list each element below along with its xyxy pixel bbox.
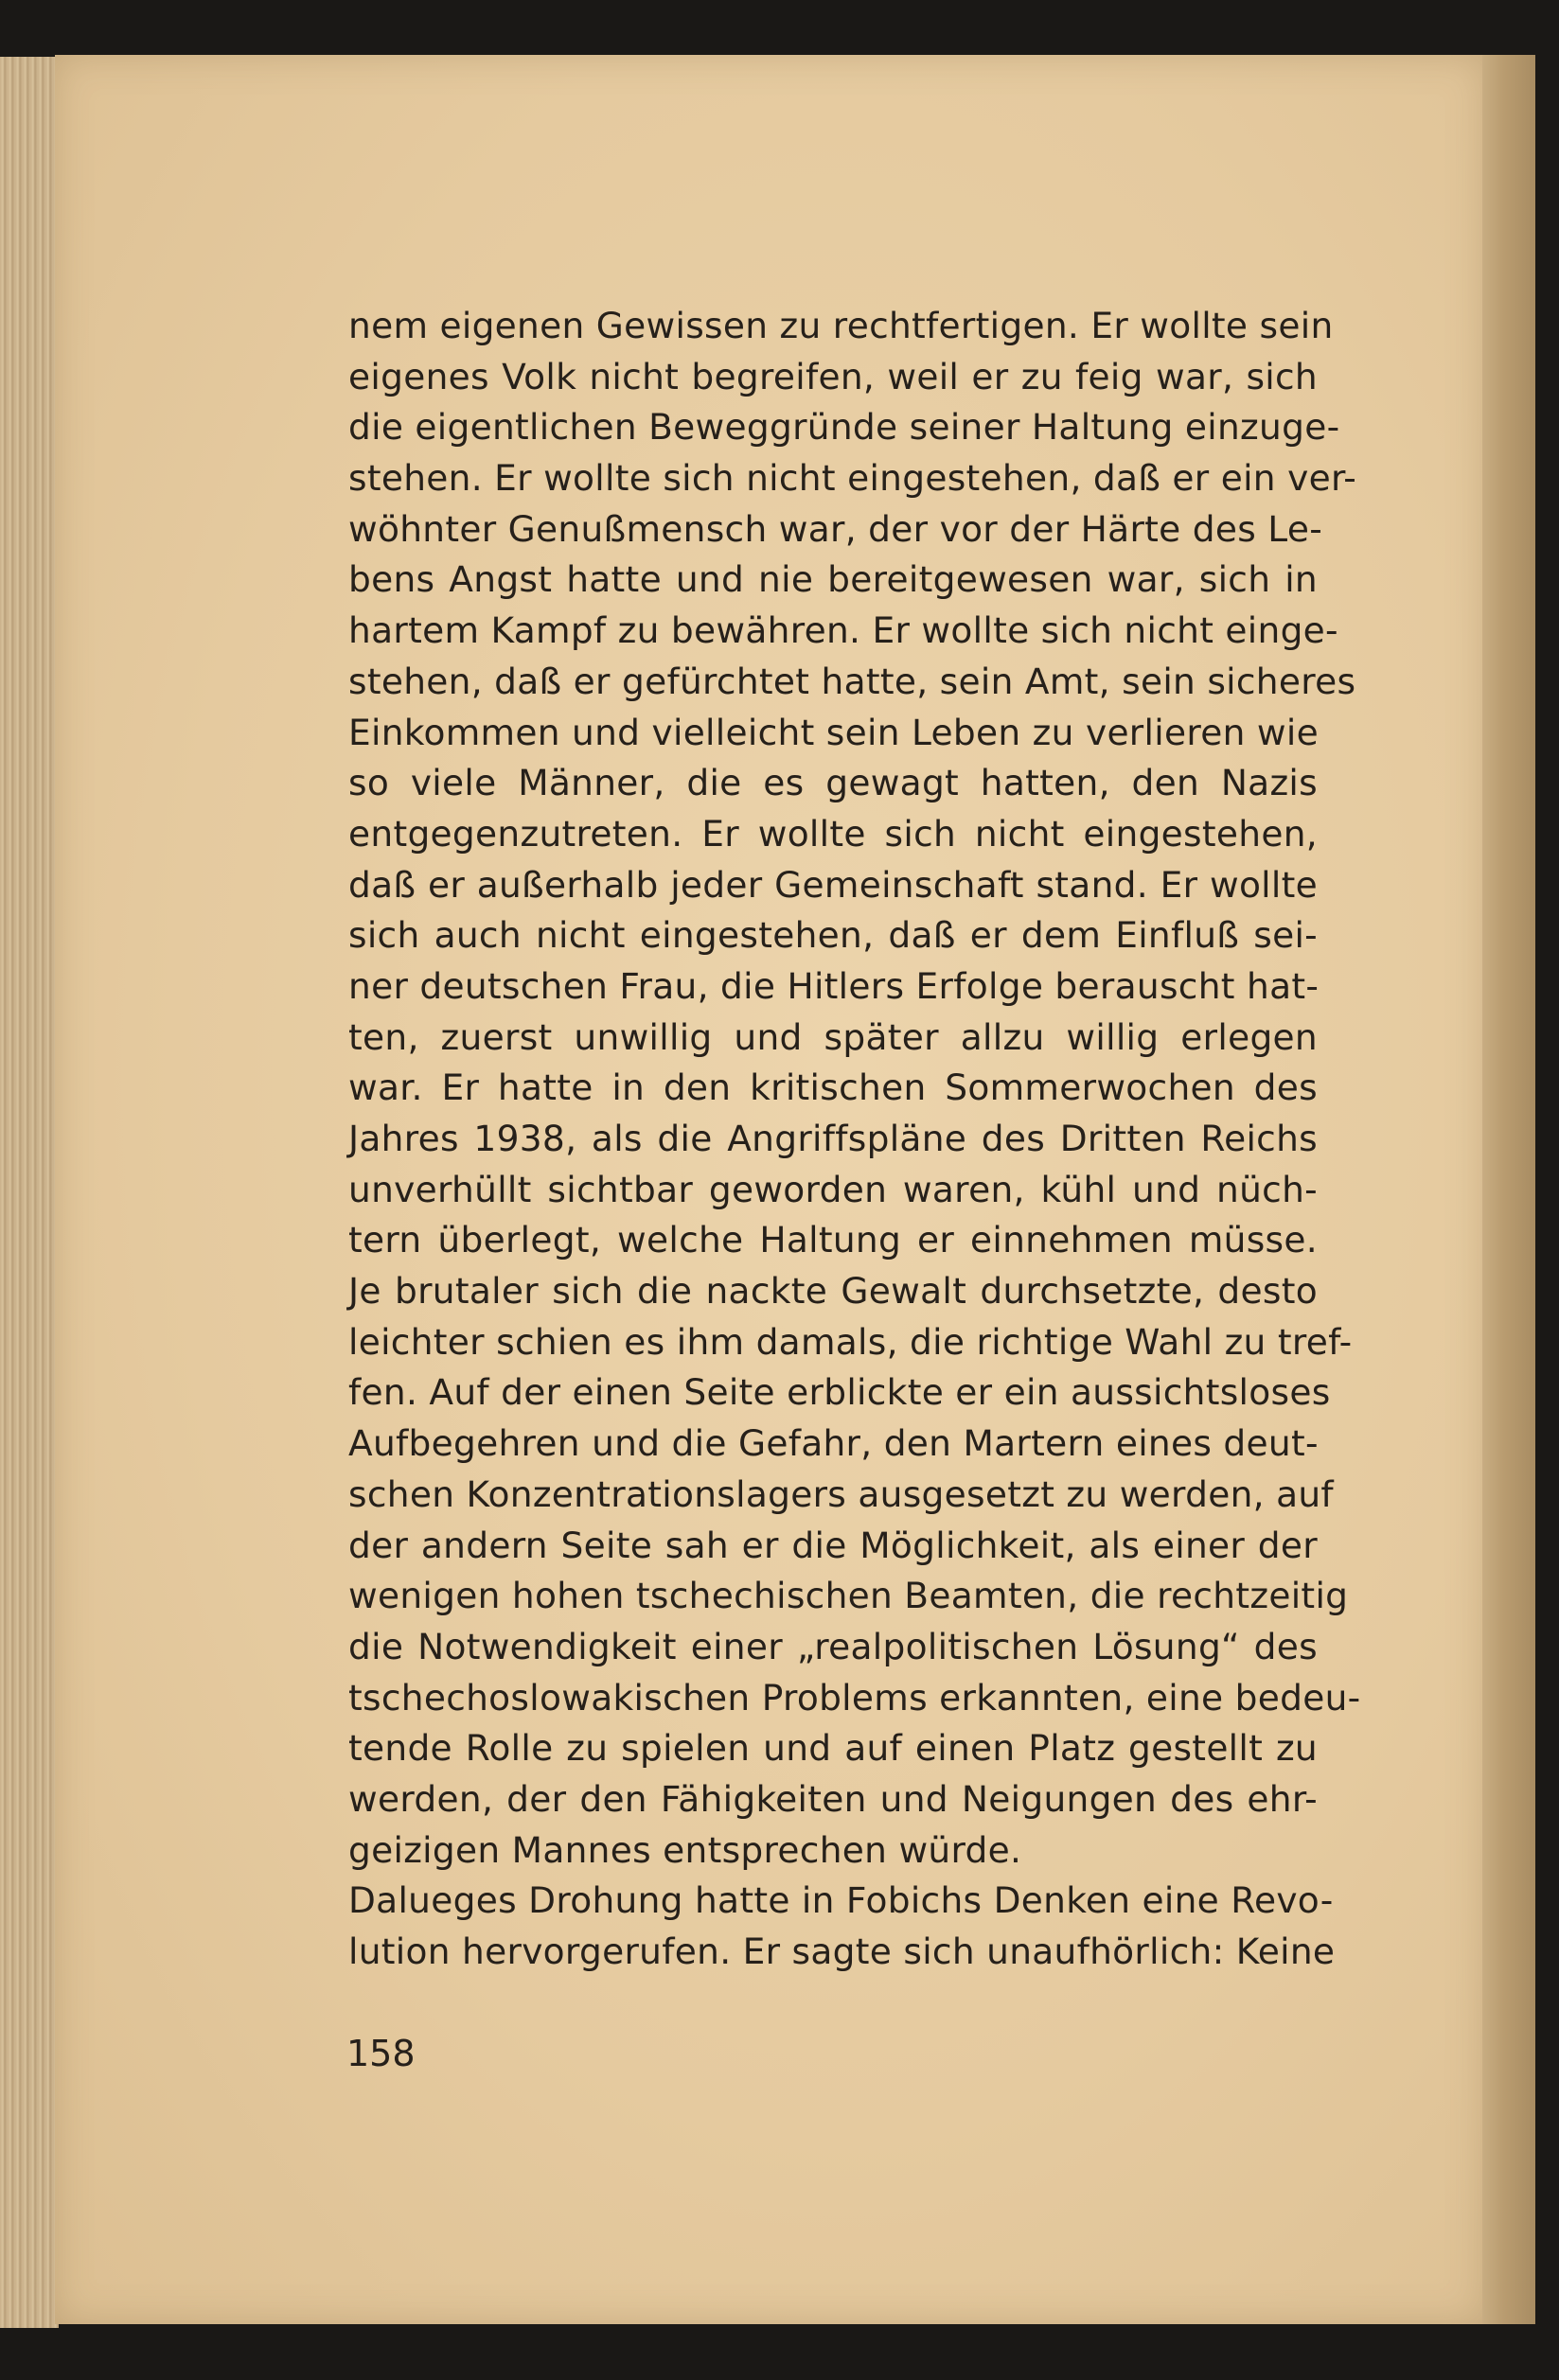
text-line: so viele Männer, die es gewagt hatten, den Nazis (348, 762, 1318, 804)
text-line: lution hervorgerufen. Er sagte sich unaufhörlich: Keine (348, 1930, 1336, 1972)
text-line: fen. Auf der einen Seite erblickte er ein aussichtsloses (348, 1371, 1331, 1414)
book-page-edges-left (0, 57, 59, 2328)
text-line: wöhnter Genußmensch war, der vor der Härte des Le- (348, 507, 1323, 550)
text-line: geizigen Mannes entsprechen würde. (348, 1828, 1022, 1871)
text-line: wenigen hohen tschechischen Beamten, die rechtzeitig (348, 1575, 1349, 1617)
text-line: unverhüllt sichtbar geworden waren, kühl und nüch- (348, 1168, 1318, 1210)
text-line: Jahres 1938, als die Angriffspläne des Dritten Reichs (348, 1118, 1318, 1159)
text-line: Einkommen und vielleicht sein Leben zu verlieren wie (348, 711, 1319, 753)
text-line: hartem Kampf zu bewähren. Er wollte sich nicht einge- (348, 609, 1338, 652)
text-line: die Notwendigkeit einer „realpolitischen Lösung“ des (348, 1625, 1318, 1667)
text-line: ner deutschen Frau, die Hitlers Erfolge berauscht hat- (348, 964, 1320, 1007)
body-text (348, 301, 1361, 1978)
text-line: war. Er hatte in den kritischen Sommerwochen des (348, 1067, 1318, 1109)
text-line: die eigentlichen Beweggründe seiner Haltung einzuge- (348, 406, 1340, 449)
page-number: 158 (346, 2033, 416, 2074)
text-line: Dalueges Drohung hatte in Fobichs Denken eine Revo- (348, 1879, 1334, 1922)
text-line: ten, zuerst unwillig und später allzu willig erlegen (348, 1015, 1318, 1058)
text-line: entgegenzutreten. Er wollte sich nicht eingestehen, (348, 812, 1318, 855)
text-line: leichter schien es ihm damals, die richtige Wahl zu tref- (348, 1320, 1353, 1363)
text-line: stehen. Er wollte sich nicht eingestehen, daß er ein ver- (348, 457, 1357, 500)
text-line: Je brutaler sich die nackte Gewalt durchsetzte, desto (348, 1270, 1318, 1313)
text-line: tern überlegt, welche Haltung er einnehmen müsse. (348, 1219, 1318, 1261)
text-line: stehen, daß er gefürchtet hatte, sein Amt, sein sicheres (348, 660, 1356, 702)
text-line: der andern Seite sah er die Möglichkeit, als einer der (348, 1524, 1318, 1566)
text-line: daß er außerhalb jeder Gemeinschaft stand. Er wollte (348, 863, 1318, 906)
text-line: nem eigenen Gewissen zu rechtfertigen. Er wollte sein (348, 305, 1334, 346)
text-line: tschechoslowakischen Problems erkannten, eine bedeu- (348, 1676, 1361, 1719)
text-line: eigenes Volk nicht begreifen, weil er zu feig war, sich (348, 355, 1318, 397)
text-line: schen Konzentrationslagers ausgesetzt zu werden, auf (348, 1472, 1334, 1515)
text-line: werden, der den Fähigkeiten und Neigungen des ehr- (348, 1777, 1318, 1820)
text-line: Aufbegehren und die Gefahr, den Martern eines deut- (348, 1422, 1319, 1465)
text-line: tende Rolle zu spielen und auf einen Platz gestellt zu (348, 1727, 1318, 1770)
book-page-edges-right (1482, 55, 1535, 2324)
text-line: bens Angst hatte und nie bereitgewesen war, sich in (348, 558, 1318, 601)
text-line: sich auch nicht eingestehen, daß er dem Einfluß sei- (348, 914, 1318, 957)
